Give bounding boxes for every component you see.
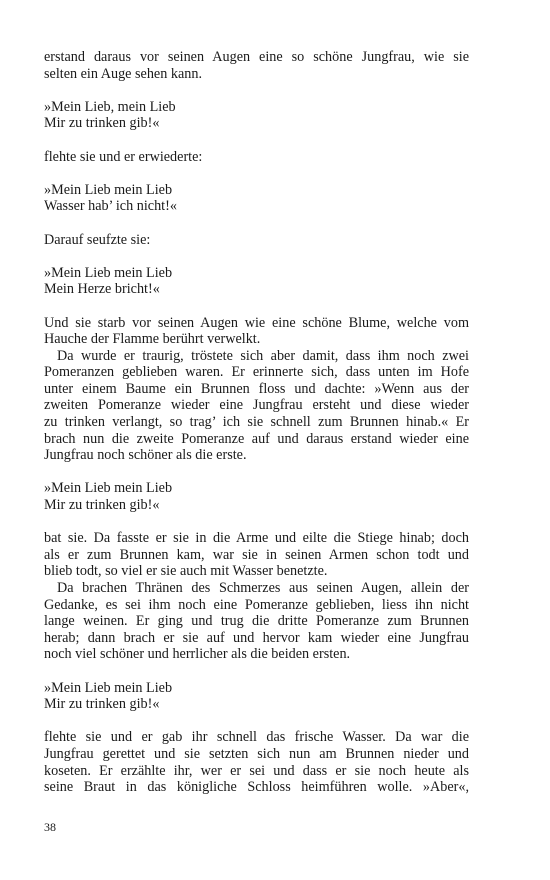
- text-line: bat sie. Da fasste er sie in die Arme und eilte die Stiege hinab; doch: [44, 530, 469, 547]
- prose-paragraph: [44, 149, 469, 166]
- verse-block: [44, 680, 469, 713]
- text-line: zweiten Pomeranze wieder eine Jungfrau ersteht und diese wieder: [44, 397, 469, 414]
- verse-line: »Mein Lieb mein Lieb: [44, 480, 173, 497]
- text-line: blieb todt, so viel er sie auch mit Wasser benetzte.: [44, 563, 328, 580]
- book-page-body: [44, 49, 469, 796]
- paragraph-gap: [44, 713, 469, 730]
- text-line: Hauche der Flamme berührt verwelkt.: [44, 331, 261, 348]
- prose-paragraph: [44, 729, 469, 795]
- text-line: Pomeranzen geblieben waren. Er erinnerte sich, dass unten im Hofe: [44, 364, 469, 381]
- paragraph-gap: [44, 298, 469, 315]
- verse-line: Mein Herze bricht!«: [44, 281, 160, 298]
- text-line: flehte sie und er gab ihr schnell das frische Wasser. Da war die: [44, 729, 469, 746]
- verse-line: Wasser hab’ ich nicht!«: [44, 198, 177, 215]
- paragraph-gap: [44, 248, 469, 265]
- verse-line: »Mein Lieb mein Lieb: [44, 181, 173, 198]
- text-line: selten ein Auge sehen kann.: [44, 65, 202, 82]
- text-line: Darauf seufzte sie:: [44, 231, 151, 248]
- text-line: Und sie starb vor seinen Augen wie eine schöne Blume, welche vom: [44, 314, 469, 331]
- text-line: brach nun die zweite Pomeranze auf und daraus erstand wieder eine: [44, 430, 469, 447]
- prose-paragraph: [44, 49, 469, 82]
- verse-line: Mir zu trinken gib!«: [44, 696, 160, 713]
- page-number: 38: [44, 820, 56, 834]
- text-line: zu trinken verlangt, so trag’ ich sie schnell zum Brunnen hinab.« Er: [44, 414, 469, 431]
- paragraph-gap: [44, 132, 469, 149]
- verse-block: [44, 265, 469, 298]
- paragraph-gap: [44, 82, 469, 99]
- paragraph-gap: [44, 464, 469, 481]
- verse-line: Mir zu trinken gib!«: [44, 115, 160, 132]
- paragraph-gap: [44, 165, 469, 182]
- text-line: als er zum Brunnen kam, war sie in seinen Armen schon todt und: [44, 546, 469, 563]
- verse-block: [44, 99, 469, 132]
- text-line: lange weinen. Er ging und trug die dritte Pomeranze zum Brunnen: [44, 613, 469, 630]
- text-line: Da brachen Thränen des Schmerzes aus seinen Augen, allein der: [57, 580, 469, 596]
- verse-block: [44, 480, 469, 513]
- text-line: koseten. Er erzählte ihr, wer er sei und dass er sie noch heute als: [44, 762, 469, 779]
- text-line: noch viel schöner und herrlicher als die beiden ersten.: [44, 646, 351, 663]
- verse-line: »Mein Lieb, mein Lieb: [44, 98, 176, 115]
- text-line: Jungfrau gerettet und sie setzten sich nun am Brunnen nieder und: [44, 745, 469, 762]
- text-line: Gedanke, es sei ihm noch eine Pomeranze geblieben, liess ihn nicht: [44, 596, 469, 613]
- verse-line: »Mein Lieb mein Lieb: [44, 679, 173, 696]
- paragraph-gap: [44, 215, 469, 232]
- verse-line: Mir zu trinken gib!«: [44, 497, 160, 514]
- text-line: flehte sie und er erwiederte:: [44, 148, 203, 165]
- prose-paragraph: [44, 315, 469, 464]
- verse-block: [44, 182, 469, 215]
- verse-line: »Mein Lieb mein Lieb: [44, 264, 173, 281]
- prose-paragraph: [44, 530, 469, 663]
- paragraph-gap: [44, 514, 469, 531]
- text-line: erstand daraus vor seinen Augen eine so schöne Jungfrau, wie sie: [44, 49, 469, 65]
- text-line: herab; dann brach er sie auf und hervor kam wieder eine Jungfrau: [44, 629, 469, 646]
- text-line: seine Braut in das königliche Schloss heimführen wolle. »Aber«,: [44, 779, 469, 796]
- prose-paragraph: [44, 232, 469, 249]
- text-line: Da wurde er traurig, tröstete sich aber damit, dass ihm noch zwei: [57, 347, 469, 364]
- paragraph-gap: [44, 663, 469, 680]
- text-line: unter einem Baume ein Brunnen floss und dachte: »Wenn aus der: [44, 380, 469, 397]
- text-line: Jungfrau noch schöner als die erste.: [44, 447, 247, 464]
